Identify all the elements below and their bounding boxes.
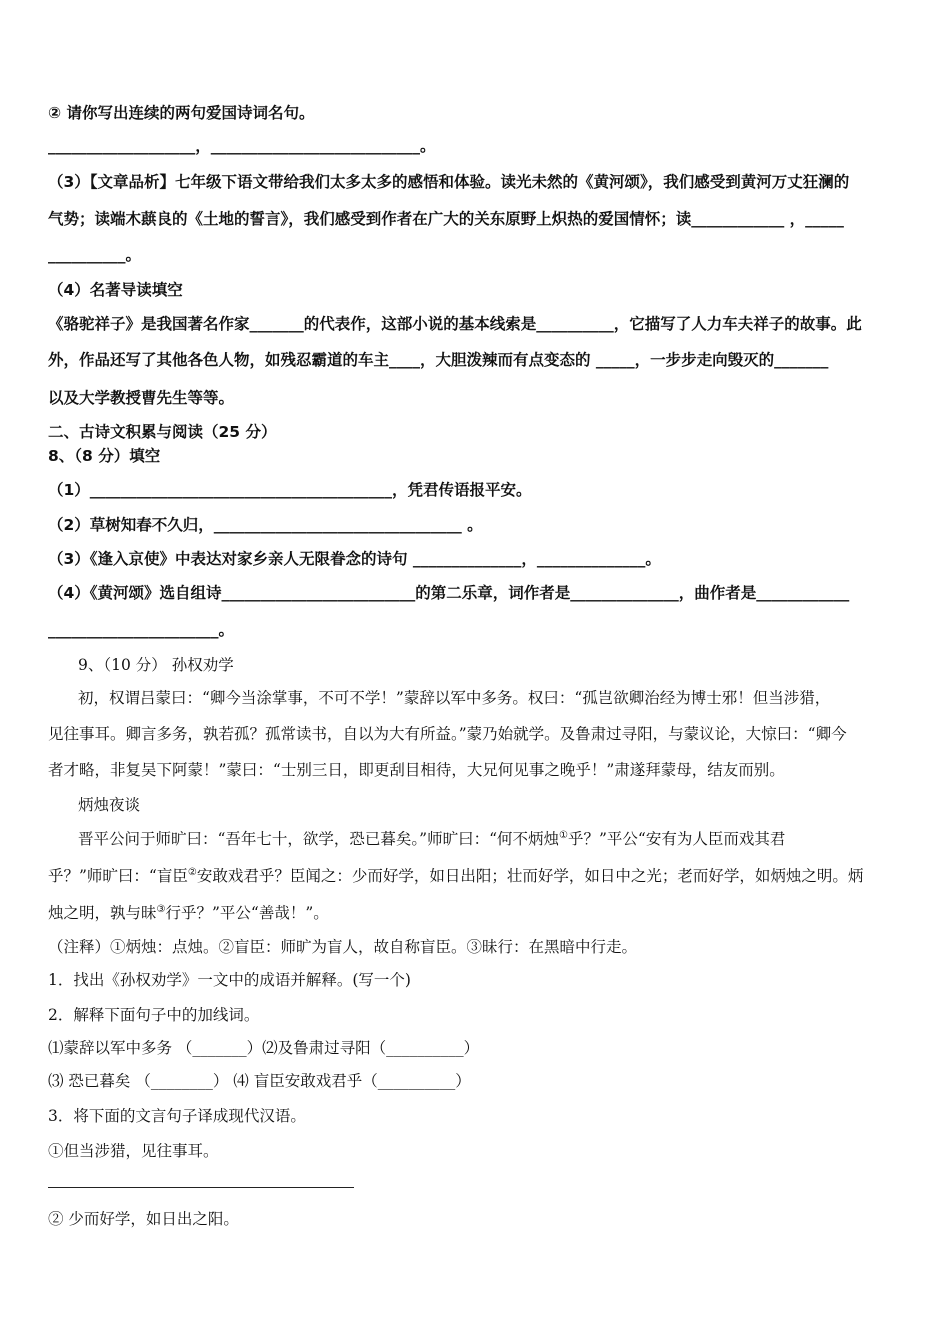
question-7-3-line: 气势；读端木蕻良的《土地的誓言》，我们感受到作者在广大的关东原野上炽热的爱国情怀；读____________ ，_____ [48, 210, 844, 228]
sub-question-item: ①但当涉猎，见往事耳。 [48, 1142, 219, 1160]
question-8-heading: 8、（8 分）填空 [48, 447, 161, 465]
annotation-note: （注释）①炳烛：点烛。②盲臣：师旷为盲人，故自称盲臣。③昧行：在黑暗中行走。 [48, 938, 638, 956]
question-7-4-line: 外，作品还写了其他各色人物，如残忍霸道的车主____，大胆泼辣而有点变态的 _____，一步步走向毁灭的_______ [48, 351, 829, 369]
answer-blank-line: ___________________，___________________________。 [48, 137, 436, 155]
footnote-mark: ① [559, 829, 568, 841]
passage-line: 见往事耳。卿言多务，孰若孤？孤常读书，自以为大有所益。”蒙乃始就学。及鲁肃过寻阳，与蒙议论，大惊曰：“卿今 [48, 725, 847, 743]
question-8-item: （1）_______________________________________，凭君传语报平安。 [48, 481, 532, 499]
passage-line: 晋平公问于师旷曰：“吾年七十，欲学，恐已暮矣。”师旷曰：“何不炳烛①乎？”平公“安有为人臣而戏其君 [78, 829, 786, 848]
question-7-4-line: 《骆驼祥子》是我国著名作家_______的代表作，这部小说的基本线索是__________，它描写了人力车夫祥子的故事。此 [48, 315, 862, 333]
passage-line: 者才略，非复吴下阿蒙！”蒙曰：“士别三日，即更刮目相待，大兄何见事之晚乎！”肃遂拜蒙母，结友而别。 [48, 761, 785, 779]
passage-2-title: 炳烛夜谈 [78, 796, 141, 814]
sub-question-item: ② 少而好学，如日出之阳。 [48, 1210, 239, 1228]
passage-line: 烛之明，孰与昧③行乎？”平公“善哉！”。 [48, 903, 329, 922]
section-2-heading: 二、古诗文积累与阅读（25 分） [48, 423, 277, 441]
sub-question-item: ⑴蒙辞以军中多务 （_______）⑵及鲁肃过寻阳（__________） [48, 1039, 480, 1057]
footnote-mark: ③ [156, 903, 166, 915]
sub-question: 2．解释下面句子中的加线词。 [48, 1006, 260, 1024]
passage-line: 乎？”师旷曰：“盲臣②安敢戏君乎？臣闻之：少而好学，如日出阳；壮而好学，如日中之光；老而好学，如炳烛之明。炳 [48, 866, 864, 885]
question-7-2-prompt: ② 请你写出连续的两句爱国诗词名句。 [48, 104, 315, 122]
question-8-item: （2）草树知春不久归，________________________________ 。 [48, 516, 483, 534]
sub-question: 3．将下面的文言句子译成现代汉语。 [48, 1107, 306, 1125]
sub-question-item: ⑶ 恐已暮矣 （________） ⑷ 盲臣安敢戏君乎（__________） [48, 1072, 471, 1090]
question-9-heading: 9、（10 分） 孙权劝学 [78, 656, 234, 674]
question-8-item: （3）《逢入京使》中表达对家乡亲人无限眷念的诗句 ______________，______________。 [48, 550, 661, 568]
footnote-mark: ② [187, 866, 197, 878]
passage-line: 初，权谓吕蒙曰：“卿今当涂掌事，不可不学！”蒙辞以军中多务。权曰：“孤岂欲卿治经为博士邪！但当涉猎， [78, 689, 831, 707]
question-7-4-heading: （4）名著导读填空 [48, 281, 183, 299]
question-7-3-line: （3）【文章品析】七年级下语文带给我们太多太多的感悟和体验。读光未然的《黄河颂》，我们感受到黄河万丈狂澜的 [48, 173, 850, 191]
sub-question: 1．找出《孙权劝学》一文中的成语并解释。(写一个) [48, 971, 411, 989]
question-7-3-line: __________。 [48, 246, 142, 264]
answer-rule [48, 1187, 354, 1188]
question-7-4-line: 以及大学教授曹先生等等。 [48, 389, 235, 407]
question-8-item: ______________________。 [48, 621, 235, 639]
question-8-item: （4）《黄河颂》选自组诗_________________________的第二乐章，词作者是______________，曲作者是____________ [48, 584, 850, 602]
